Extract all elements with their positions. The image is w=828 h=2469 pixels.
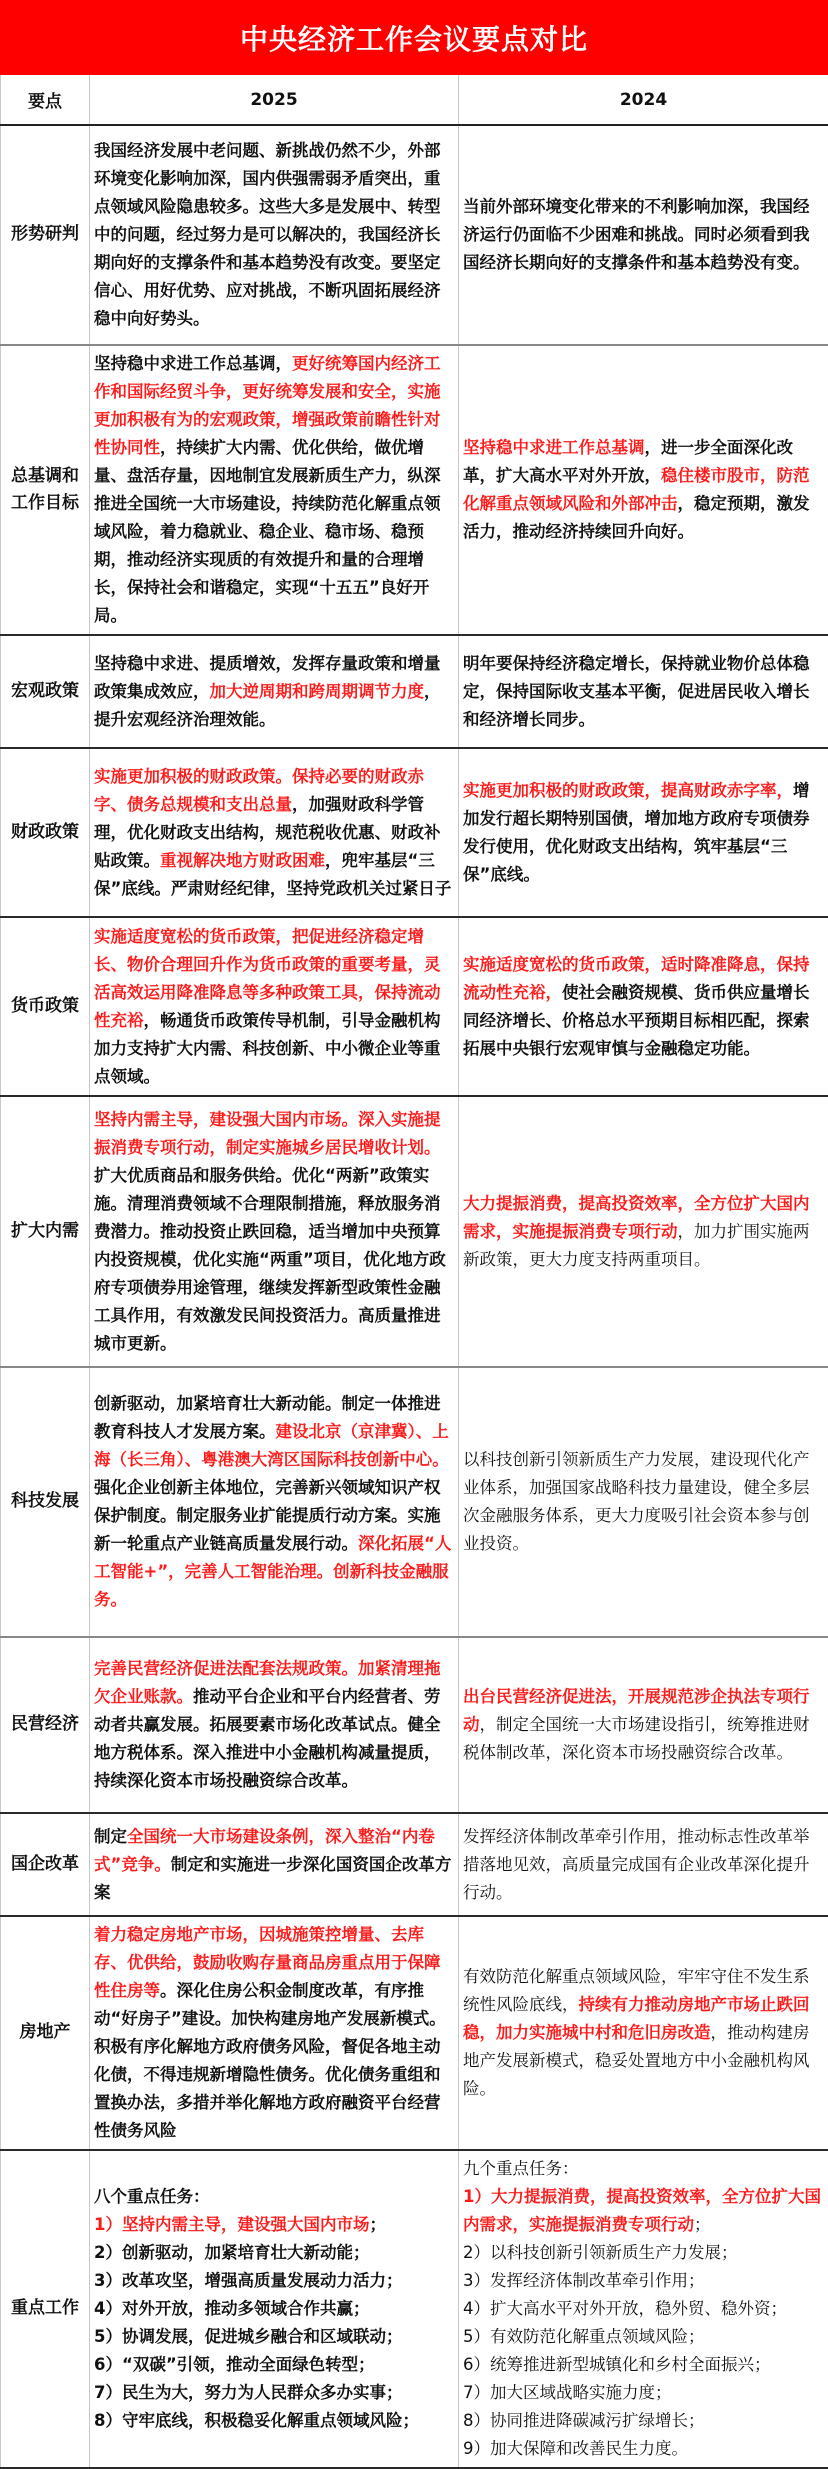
body-text: 以科技创新引领新质生产力发展，建设现代化产业体系，加强国家战略科技力量建设，健全多层次金融服务体系，更大力度吸引社会资本参与创业投资。 bbox=[463, 1450, 810, 1553]
body-text: 制定和实施进一步深化国资国企改革方案 bbox=[94, 1855, 451, 1902]
cell-2024 bbox=[459, 635, 828, 748]
highlighted-text: 实施适度宽松的货币政策，把促进经济稳定增长、物价合理回升作为货币政策的重要考量，灵活高效运用降准降息等多种政策工具，保持流动性充裕 bbox=[94, 927, 441, 1030]
body-text: ，推动构建房地产发展新模式，稳妥处置地方中小金融机构风险。 bbox=[463, 2023, 810, 2098]
cell-2025 bbox=[90, 1096, 459, 1367]
body-text: 我国经济发展中老问题、新挑战仍然不少，外部环境变化影响加深，国内供强需弱矛盾突出，重点领域风险隐患较多。这些大多是发展中、转型中的问题，经过努力是可以解决的，我国经济长期向好的支撑条件和基本趋势没有改变。要坚定信心、用好优势、应对挑战，不断巩固拓展经济稳中向好势头。 bbox=[94, 141, 441, 328]
body-text: ，加强财政科学管理，优化财政支出结构，规范税收优惠、财政补贴政策。 bbox=[94, 795, 441, 870]
table-row bbox=[1, 917, 828, 1096]
task-text: 9）加大保障和改善民生力度。 bbox=[463, 2439, 688, 2458]
column-header-2024: 2024 bbox=[459, 75, 828, 125]
highlighted-text: 加大逆周期和跨周期调节力度 bbox=[210, 682, 425, 701]
highlighted-text: 着力稳定房地产市场，因城施策控增量、去库存、优供给，鼓励收购存量商品房重点用于保障性住房等 bbox=[94, 1925, 441, 2000]
task-list-item bbox=[463, 2183, 823, 2239]
cell-2024 bbox=[459, 2150, 828, 2468]
body-text: ，提升宏观经济治理效能。 bbox=[94, 682, 441, 729]
task-text: 2）创新驱动，加紧培育壮大新动能； bbox=[94, 2243, 369, 2262]
highlighted-text: 重视解决地方财政困难 bbox=[160, 851, 325, 870]
body-text: ，稳定预期，激发活力，推动经济持续回升向好。 bbox=[463, 494, 810, 541]
highlighted-text: 实施适度宽松的货币政策，适时降准降息，保持流动性充裕， bbox=[463, 955, 810, 1002]
row-label: 重点工作 bbox=[1, 2150, 90, 2468]
cell-2024 bbox=[459, 125, 828, 345]
cell-2024 bbox=[459, 1813, 828, 1916]
task-list-item bbox=[463, 2295, 823, 2323]
body-text: 扩大优质商品和服务供给。优化“两新”政策实施。清理消费领域不合理限制措施，释放服务消费潜力。推动投资止跌回稳，适当增加中央预算内投资规模，优化实施“两重”项目，优化地方政府专项债券用途管理，继续发挥新型政策性金融工具作用，有效激发民间投资活力。高质量推进城市更新。 bbox=[94, 1166, 446, 1353]
body-text: ，兜牢基层“三保”底线。严肃财经纪律，坚持党政机关过紧日子 bbox=[94, 851, 451, 898]
body-text: 推动平台企业和平台内经营者、劳动者共赢发展。拓展要素市场化改革试点。健全地方税体系。深入推进中小金融机构减量提质，持续深化资本市场投融资综合改革。 bbox=[94, 1687, 441, 1790]
task-text: 4）扩大高水平对外开放，稳外贸、稳外资； bbox=[463, 2299, 787, 2318]
task-text: 6）“双碳”引领，推动全面绿色转型； bbox=[94, 2355, 375, 2374]
table-header-row bbox=[1, 75, 828, 125]
cell-2025 bbox=[90, 345, 459, 635]
row-label: 货币政策 bbox=[1, 917, 90, 1096]
row-label: 宏观政策 bbox=[1, 635, 90, 748]
body-text: ，进一步全面深化改革，扩大高水平对外开放， bbox=[463, 438, 793, 485]
cell-2025 bbox=[90, 2150, 459, 2468]
cell-2025 bbox=[90, 1367, 459, 1637]
highlighted-text: 建设北京（京津冀）、上海（长三角）、粤港澳大湾区国际科技创新中心。 bbox=[94, 1422, 449, 1469]
cell-2025 bbox=[90, 635, 459, 748]
task-list-item bbox=[463, 2435, 823, 2463]
task-list-item bbox=[94, 2211, 453, 2239]
task-text: 8）守牢底线，积极稳妥化解重点领域风险； bbox=[94, 2411, 419, 2430]
page-title: 中央经济工作会议要点对比 bbox=[0, 0, 828, 75]
task-text: 4）对外开放，推动多领域合作共赢； bbox=[94, 2299, 369, 2318]
body-text: ，制定全国统一大市场建设指引，统筹推进财税体制改革，深化资本市场投融资综合改革。 bbox=[463, 1715, 810, 1762]
cell-2024 bbox=[459, 1096, 828, 1367]
table-row bbox=[1, 125, 828, 345]
cell-2024 bbox=[459, 748, 828, 917]
row-label: 形势研判 bbox=[1, 125, 90, 345]
column-header-2025: 2025 bbox=[90, 75, 459, 125]
highlighted-text: 深化拓展“人工智能+”，完善人工智能治理。创新科技金融服务。 bbox=[94, 1534, 451, 1609]
cell-2024 bbox=[459, 345, 828, 635]
table-row bbox=[1, 1813, 828, 1916]
table-row bbox=[1, 1367, 828, 1637]
highlighted-text: 实施更加积极的财政政策。保持必要的财政赤字、债务总规模和支出总量 bbox=[94, 767, 424, 814]
cell-2024 bbox=[459, 1637, 828, 1813]
task-text: 1）大力提振消费，提高投资效率，全方位扩大国内需求，实施提振消费专项行动 bbox=[463, 2187, 821, 2234]
highlighted-text: 更好统筹国内经济工作和国际经贸斗争，更好统筹发展和安全，实施更加积极有为的宏观政策，增强政策前瞻性针对性协同性 bbox=[94, 354, 441, 457]
task-list-item bbox=[94, 2351, 453, 2379]
body-text: 坚持稳中求进工作总基调， bbox=[94, 354, 292, 373]
table-row bbox=[1, 748, 828, 917]
task-list-item bbox=[94, 2267, 453, 2295]
task-tail: ； bbox=[694, 2215, 711, 2234]
task-list-item bbox=[463, 2351, 823, 2379]
task-list-item bbox=[463, 2407, 823, 2435]
cell-2025 bbox=[90, 917, 459, 1096]
task-text: 7）加大区域战略实施力度； bbox=[463, 2383, 672, 2402]
row-label: 房地产 bbox=[1, 1916, 90, 2150]
cell-2024 bbox=[459, 1916, 828, 2150]
highlighted-text: 坚持内需主导，建设强大国内市场。深入实施提振消费专项行动，制定实施城乡居民增收计划。 bbox=[94, 1110, 441, 1157]
task-text: 7）民生为大，努力为人民群众多办实事； bbox=[94, 2383, 402, 2402]
task-text: 3）改革攻坚，增强高质量发展动力活力； bbox=[94, 2271, 402, 2290]
cell-2025 bbox=[90, 1813, 459, 1916]
task-list-item bbox=[94, 2407, 453, 2435]
highlighted-text: 出台民营经济促进法，开展规范涉企执法专项行动 bbox=[463, 1687, 810, 1734]
task-text: 5）有效防范化解重点领域风险； bbox=[463, 2327, 705, 2346]
cell-2025 bbox=[90, 1637, 459, 1813]
row-label: 国企改革 bbox=[1, 1813, 90, 1916]
task-text: 6）统筹推进新型城镇化和乡村全面振兴； bbox=[463, 2355, 771, 2374]
cell-2025 bbox=[90, 125, 459, 345]
body-text: 创新驱动，加紧培育壮大新动能。制定一体推进教育科技人才发展方案。 bbox=[94, 1394, 441, 1441]
row-label: 扩大内需 bbox=[1, 1096, 90, 1367]
task-list-item bbox=[463, 2267, 823, 2295]
comparison-table bbox=[0, 75, 828, 2469]
cell-2024 bbox=[459, 917, 828, 1096]
task-list-item bbox=[94, 2295, 453, 2323]
cell-2025 bbox=[90, 748, 459, 917]
task-text: 5）协调发展，促进城乡融合和区域联动； bbox=[94, 2327, 402, 2346]
highlighted-text: 实施更加积极的财政政策，提高财政赤字率， bbox=[463, 781, 793, 800]
highlighted-text: 坚持稳中求进工作总基调 bbox=[463, 438, 645, 457]
highlighted-text: 稳住楼市股市，防范化解重点领域风险和外部冲击 bbox=[463, 466, 810, 513]
task-list-item bbox=[463, 2239, 823, 2267]
body-text: ，持续扩大内需、优化供给，做优增量、盘活存量，因地制宜发展新质生产力，纵深推进全国统一大市场建设，持续防范化解重点领域风险，着力稳就业、稳企业、稳市场、稳预期，推动经济实现质的有效提升和量的合理增长，保持社会和谐稳定，实现“十五五”良好开局。 bbox=[94, 438, 441, 625]
body-text: 明年要保持经济稳定增长，保持就业物价总体稳定，保持国际收支基本平衡，促进居民收入增长和经济增长同步。 bbox=[463, 654, 810, 729]
task-list-item bbox=[94, 2379, 453, 2407]
table-row-key-tasks bbox=[1, 2150, 828, 2468]
task-list-item bbox=[463, 2323, 823, 2351]
task-list-heading: 八个重点任务： bbox=[94, 2183, 453, 2211]
task-list-item bbox=[94, 2323, 453, 2351]
body-text: 发挥经济体制改革牵引作用，推动标志性改革举措落地见效，高质量完成国有企业改革深化提升行动。 bbox=[463, 1827, 810, 1902]
row-label: 民营经济 bbox=[1, 1637, 90, 1813]
table-row bbox=[1, 635, 828, 748]
task-list-item bbox=[94, 2239, 453, 2267]
cell-2025 bbox=[90, 1916, 459, 2150]
task-text: 2）以科技创新引领新质生产力发展； bbox=[463, 2243, 738, 2262]
body-text: 使社会融资规模、货币供应量增长同经济增长、价格总水平预期目标相匹配，探索拓展中央银行宏观审慎与金融稳定功能。 bbox=[463, 983, 810, 1058]
column-header-key: 要点 bbox=[1, 75, 90, 125]
task-list-heading: 九个重点任务： bbox=[463, 2155, 823, 2183]
table-row bbox=[1, 1096, 828, 1367]
highlighted-text: 全国统一大市场建设条例，深入整治“内卷式”竞争。 bbox=[94, 1827, 435, 1874]
body-text: 增加发行超长期特别国债，增加地方政府专项债券发行使用，优化财政支出结构，筑牢基层“三保”底线。 bbox=[463, 781, 810, 884]
body-text: 强化企业创新主体地位，完善新兴领域知识产权保护制度。制定服务业扩能提质行动方案。实施新一轮重点产业链高质量发展行动。 bbox=[94, 1478, 441, 1553]
body-text: 坚持稳中求进、提质增效，发挥存量政策和增量政策集成效应， bbox=[94, 654, 441, 701]
body-text: 。深化住房公积金制度改革，有序推动“好房子”建设。加快构建房地产发展新模式。积极有序化解地方政府债务风险，督促各地主动化债，不得违规新增隐性债务。优化债务重组和置换办法，多措并举化解地方政府融资平台经营性债务风险 bbox=[94, 1981, 446, 2140]
highlighted-text: 完善民营经济促进法配套法规政策。加紧清理拖欠企业账款。 bbox=[94, 1659, 441, 1706]
task-text: 8）协同推进降碳减污扩绿增长； bbox=[463, 2411, 705, 2430]
body-text: 制定 bbox=[94, 1827, 127, 1846]
table-body bbox=[1, 125, 828, 2468]
task-list-item bbox=[463, 2379, 823, 2407]
task-text: 1）坚持内需主导，建设强大国内市场 bbox=[94, 2215, 369, 2234]
table-row bbox=[1, 345, 828, 635]
row-label: 财政政策 bbox=[1, 748, 90, 917]
cell-2024 bbox=[459, 1367, 828, 1637]
body-text: ，畅通货币政策传导机制，引导金融机构加力支持扩大内需、科技创新、中小微企业等重点领域。 bbox=[94, 1011, 441, 1086]
task-text: 3）发挥经济体制改革牵引作用； bbox=[463, 2271, 705, 2290]
body-text: ，加力扩围实施两新政策，更大力度支持两重项目。 bbox=[463, 1222, 810, 1269]
task-tail: ； bbox=[369, 2215, 386, 2234]
highlighted-text: 持续有力推动房地产市场止跌回稳，加力实施城中村和危旧房改造 bbox=[463, 1995, 810, 2042]
table-row bbox=[1, 1916, 828, 2150]
row-label: 科技发展 bbox=[1, 1367, 90, 1637]
row-label: 总基调和工作目标 bbox=[1, 345, 90, 635]
body-text: 有效防范化解重点领域风险，牢牢守住不发生系统性风险底线， bbox=[463, 1967, 810, 2014]
highlighted-text: 大力提振消费，提高投资效率，全方位扩大国内需求，实施提振消费专项行动 bbox=[463, 1194, 810, 1241]
body-text: 当前外部环境变化带来的不利影响加深，我国经济运行仍面临不少困难和挑战。同时必须看到我国经济长期向好的支撑条件和基本趋势没有变。 bbox=[463, 197, 810, 272]
table-row bbox=[1, 1637, 828, 1813]
